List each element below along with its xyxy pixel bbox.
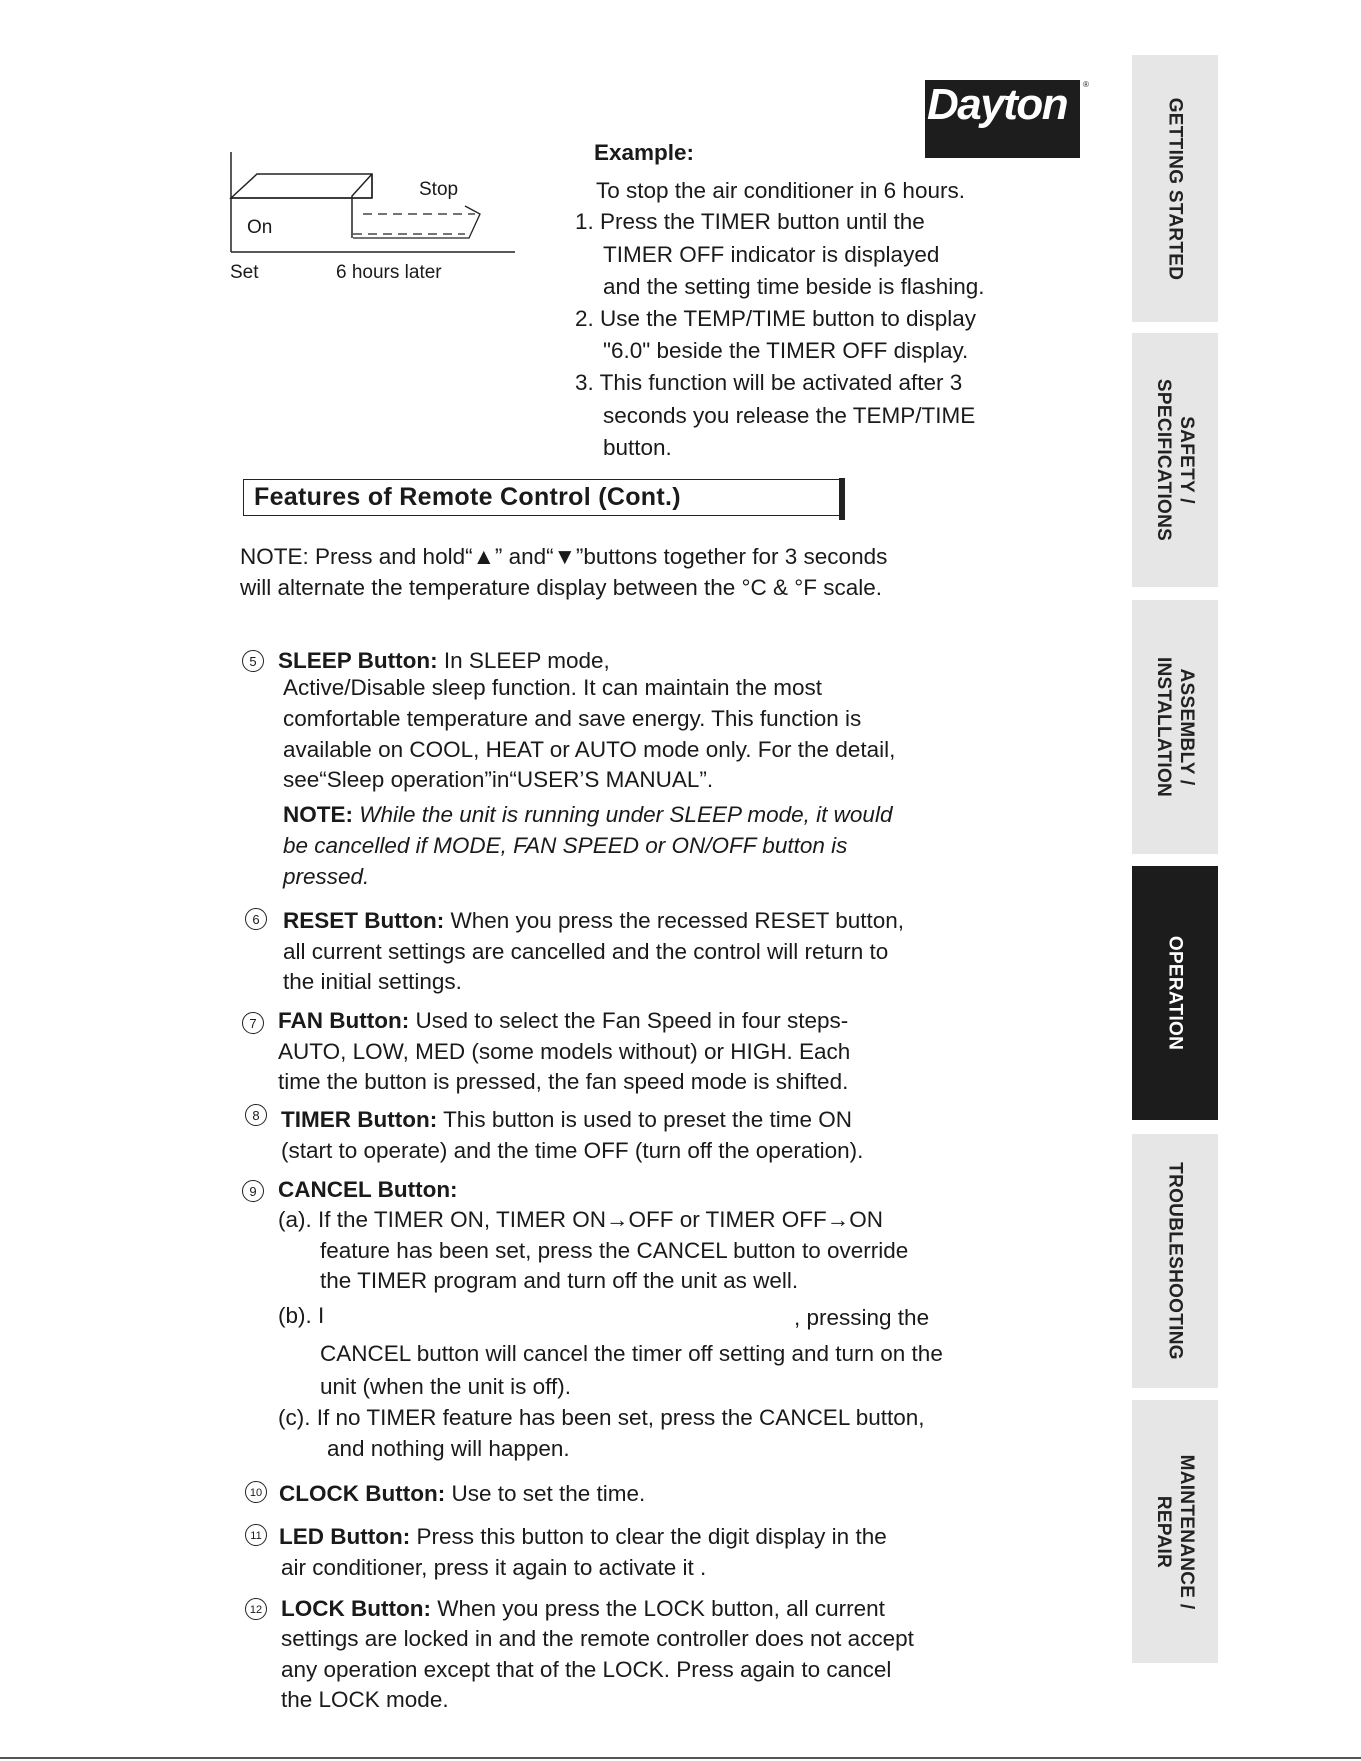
clock-number: 10 [245, 1481, 267, 1503]
sleep-note-text: be cancelled if MODE, FAN SPEED or ON/OFF button is [283, 833, 848, 858]
example-heading: Example: [594, 140, 695, 165]
tab-safety-specifications[interactable] [1132, 333, 1218, 587]
led-line: LED Button: Press this button to clear the digit display in the [279, 1524, 887, 1549]
timer-number: 8 [245, 1104, 267, 1126]
logo-text: Dayton [927, 80, 1068, 129]
sleep-text: see“Sleep operation”in“USER’S MANUAL”. [283, 767, 714, 792]
tab-getting-started[interactable] [1132, 55, 1218, 322]
cancel-text: (c). If no TIMER feature has been set, press the CANCEL button, [278, 1405, 925, 1430]
sleep-number: 5 [242, 650, 264, 672]
cancel-text: feature has been set, press the CANCEL button to override [320, 1238, 909, 1263]
cancel-text: CANCEL button will cancel the timer off setting and turn on the [320, 1341, 943, 1366]
tab-operation[interactable] [1132, 866, 1218, 1120]
diagram-on-label: On [247, 217, 273, 238]
example-step: button. [603, 435, 672, 460]
example-step: 2. Use the TEMP/TIME button to display [575, 306, 977, 331]
example-step: seconds you release the TEMP/TIME [603, 403, 976, 428]
note-line: will alternate the temperature display between the °C & °F scale. [240, 575, 883, 600]
tab-assembly-installation[interactable] [1132, 600, 1218, 854]
reset-title: RESET Button: [283, 908, 445, 933]
example-step: TIMER OFF indicator is displayed [603, 242, 940, 267]
led-text: air conditioner, press it again to activate it . [281, 1555, 707, 1580]
led-number: 11 [245, 1524, 267, 1546]
tab-maintenance-repair[interactable] [1132, 1400, 1218, 1663]
fan-title: FAN Button: [278, 1008, 410, 1033]
tab-label: OPERATION [1164, 935, 1186, 1051]
example-step: "6.0" beside the TIMER OFF display. [603, 338, 969, 363]
fan-text: time the button is pressed, the fan speed mode is shifted. [278, 1069, 849, 1094]
sleep-text: comfortable temperature and save energy. This function is [283, 706, 862, 731]
cancel-number: 9 [242, 1180, 264, 1202]
cancel-text: and nothing will happen. [327, 1436, 570, 1461]
cancel-text: (a). If the TIMER ON, TIMER ON→OFF or TIMER OFF→ON [278, 1207, 884, 1232]
cancel-text: , pressing the [794, 1305, 930, 1330]
registered-mark: ® [1083, 80, 1089, 89]
sleep-note-text: pressed. [283, 864, 370, 889]
lock-text: settings are locked in and the remote controller does not accept [281, 1626, 914, 1651]
lock-title: LOCK Button: [281, 1596, 431, 1621]
sleep-title: SLEEP Button: [278, 648, 438, 673]
fan-text: AUTO, LOW, MED (some models without) or HIGH. Each [278, 1039, 851, 1064]
reset-line: RESET Button: When you press the recessed RESET button, [283, 908, 905, 933]
sleep-text: Active/Disable sleep function. It can maintain the most [283, 675, 823, 700]
lock-line: LOCK Button: When you press the LOCK button, all current [281, 1596, 885, 1621]
sleep-note-label: NOTE: [283, 802, 353, 827]
sleep-note: NOTE: While the unit is running under SLEEP mode, it would [283, 802, 893, 827]
cancel-title: CANCEL Button: [278, 1177, 458, 1202]
section-title: Features of Remote Control (Cont.) [254, 483, 681, 511]
reset-text: the initial settings. [283, 969, 462, 994]
tab-label [1152, 1454, 1198, 1609]
diagram-stop-label: Stop [419, 179, 459, 200]
tab-troubleshooting[interactable] [1132, 1134, 1218, 1388]
cancel-text: the TIMER program and turn off the unit as well. [320, 1268, 799, 1293]
example-step: 1. Press the TIMER button until the [575, 209, 925, 234]
timer-title: TIMER Button: [281, 1107, 438, 1132]
clock-line: CLOCK Button: Use to set the time. [279, 1481, 646, 1506]
tab-label-text: SAFETY / SPECIFICATIONS [1153, 378, 1197, 542]
fan-number: 7 [242, 1012, 264, 1034]
led-title: LED Button: [279, 1524, 411, 1549]
dayton-logo [925, 80, 1080, 158]
cancel-text: (b). I [278, 1303, 325, 1328]
example-step: 3. This function will be activated after 3 [575, 370, 963, 395]
timer-text: (start to operate) and the time OFF (turn off the operation). [281, 1138, 864, 1163]
fan-line: FAN Button: Used to select the Fan Speed in four steps- [278, 1008, 849, 1033]
example-intro: To stop the air conditioner in 6 hours. [596, 178, 965, 203]
reset-text: all current settings are cancelled and the control will return to [283, 939, 889, 964]
tab-label-text: ASSEMBLY / INSTALLATION [1153, 656, 1197, 798]
cancel-text: unit (when the unit is off). [320, 1374, 571, 1399]
timer-line: TIMER Button: This button is used to preset the time ON [281, 1107, 853, 1132]
title-shadow [839, 478, 845, 520]
lock-text: the LOCK mode. [281, 1687, 449, 1712]
tab-label [1152, 379, 1198, 541]
clock-title: CLOCK Button: [279, 1481, 446, 1506]
timer-diagram [225, 150, 525, 260]
reset-number: 6 [245, 908, 267, 930]
lock-number: 12 [245, 1598, 267, 1620]
tab-label [1152, 657, 1198, 797]
lock-text: any operation except that of the LOCK. Press again to cancel [281, 1657, 892, 1682]
example-step: and the setting time beside is flashing. [603, 274, 985, 299]
sleep-line: SLEEP Button: In SLEEP mode, [278, 648, 610, 673]
page-bottom-rule [0, 1757, 1361, 1759]
section-title-box [243, 479, 839, 516]
tab-label: GETTING STARTED [1164, 97, 1186, 280]
note-line: NOTE: Press and hold“▲” and“▼”buttons together for 3 seconds [240, 544, 888, 569]
tab-label-text: MAINTENANCE / REPAIR [1153, 1454, 1197, 1609]
sleep-text: available on COOL, HEAT or AUTO mode only. For the detail, [283, 737, 896, 762]
tab-label: TROUBLESHOOTING [1164, 1162, 1186, 1360]
diagram-later-label: 6 hours later [336, 262, 442, 283]
diagram-set-label: Set [230, 262, 259, 283]
